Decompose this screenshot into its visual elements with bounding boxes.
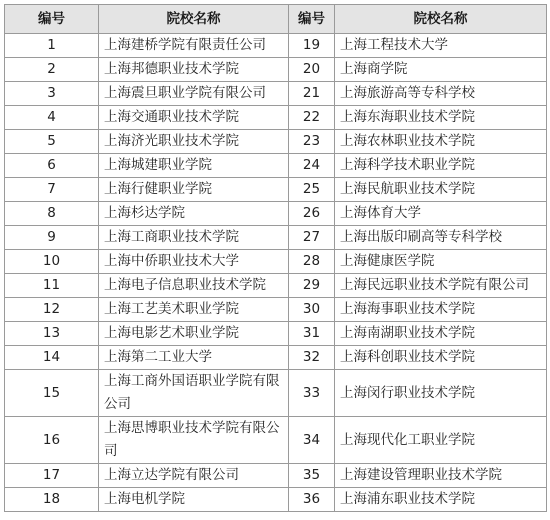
right-number-cell: 28 bbox=[289, 250, 335, 274]
right-number-cell: 31 bbox=[289, 322, 335, 346]
right-number-cell: 30 bbox=[289, 298, 335, 322]
left-school-name-cell: 上海中侨职业技术大学 bbox=[99, 250, 289, 274]
left-school-name-cell: 上海工艺美术职业学院 bbox=[99, 298, 289, 322]
right-number-cell: 26 bbox=[289, 202, 335, 226]
school-table bbox=[4, 4, 547, 512]
left-school-name-cell: 上海第二工业大学 bbox=[99, 346, 289, 370]
left-school-name-cell: 上海行健职业学院 bbox=[99, 178, 289, 202]
table-row bbox=[5, 298, 547, 322]
right-number-cell: 33 bbox=[289, 370, 335, 417]
right-school-name-cell: 上海浦东职业技术学院 bbox=[335, 488, 547, 512]
left-number-cell: 9 bbox=[5, 226, 99, 250]
left-number-cell: 2 bbox=[5, 58, 99, 82]
right-number-cell: 19 bbox=[289, 34, 335, 58]
left-school-name-cell: 上海建桥学院有限责任公司 bbox=[99, 34, 289, 58]
left-school-name-cell: 上海立达学院有限公司 bbox=[99, 464, 289, 488]
right-school-name-cell: 上海商学院 bbox=[335, 58, 547, 82]
left-school-name-cell: 上海城建职业学院 bbox=[99, 154, 289, 178]
right-number-cell: 24 bbox=[289, 154, 335, 178]
left-number-cell: 8 bbox=[5, 202, 99, 226]
left-school-name-cell: 上海济光职业技术学院 bbox=[99, 130, 289, 154]
left-school-name-cell: 上海电影艺术职业学院 bbox=[99, 322, 289, 346]
left-number-cell: 4 bbox=[5, 106, 99, 130]
left-number-cell: 17 bbox=[5, 464, 99, 488]
left-number-cell: 16 bbox=[5, 417, 99, 464]
header-number-right: 编号 bbox=[289, 5, 335, 34]
table-row bbox=[5, 106, 547, 130]
right-number-cell: 23 bbox=[289, 130, 335, 154]
left-school-name-cell: 上海邦德职业技术学院 bbox=[99, 58, 289, 82]
table-row bbox=[5, 370, 547, 417]
table-row bbox=[5, 34, 547, 58]
table-row bbox=[5, 226, 547, 250]
table-row bbox=[5, 464, 547, 488]
table-row bbox=[5, 488, 547, 512]
table-row bbox=[5, 178, 547, 202]
left-number-cell: 13 bbox=[5, 322, 99, 346]
right-school-name-cell: 上海农林职业技术学院 bbox=[335, 130, 547, 154]
header-row bbox=[5, 5, 547, 34]
table-row bbox=[5, 202, 547, 226]
left-number-cell: 18 bbox=[5, 488, 99, 512]
right-number-cell: 34 bbox=[289, 417, 335, 464]
header-school-name-left: 院校名称 bbox=[99, 5, 289, 34]
table-row bbox=[5, 130, 547, 154]
left-number-cell: 3 bbox=[5, 82, 99, 106]
school-list-document bbox=[4, 4, 546, 516]
right-number-cell: 20 bbox=[289, 58, 335, 82]
left-school-name-cell: 上海震旦职业学院有限公司 bbox=[99, 82, 289, 106]
right-school-name-cell: 上海民远职业技术学院有限公司 bbox=[335, 274, 547, 298]
left-number-cell: 5 bbox=[5, 130, 99, 154]
right-school-name-cell: 上海出版印刷高等专科学校 bbox=[335, 226, 547, 250]
left-number-cell: 7 bbox=[5, 178, 99, 202]
table-row bbox=[5, 58, 547, 82]
table-body bbox=[5, 34, 547, 512]
header-school-name-right: 院校名称 bbox=[335, 5, 547, 34]
table-header bbox=[5, 5, 547, 34]
right-school-name-cell: 上海建设管理职业技术学院 bbox=[335, 464, 547, 488]
right-school-name-cell: 上海工程技术大学 bbox=[335, 34, 547, 58]
right-school-name-cell: 上海体育大学 bbox=[335, 202, 547, 226]
right-school-name-cell: 上海科学技术职业学院 bbox=[335, 154, 547, 178]
left-school-name-cell: 上海电子信息职业技术学院 bbox=[99, 274, 289, 298]
right-number-cell: 29 bbox=[289, 274, 335, 298]
right-number-cell: 27 bbox=[289, 226, 335, 250]
right-number-cell: 32 bbox=[289, 346, 335, 370]
left-number-cell: 12 bbox=[5, 298, 99, 322]
right-number-cell: 22 bbox=[289, 106, 335, 130]
left-school-name-cell: 上海杉达学院 bbox=[99, 202, 289, 226]
left-number-cell: 10 bbox=[5, 250, 99, 274]
table-row bbox=[5, 346, 547, 370]
right-school-name-cell: 上海民航职业技术学院 bbox=[335, 178, 547, 202]
left-school-name-cell: 上海工商外国语职业学院有限公司 bbox=[99, 370, 289, 417]
right-number-cell: 36 bbox=[289, 488, 335, 512]
left-school-name-cell: 上海电机学院 bbox=[99, 488, 289, 512]
left-school-name-cell: 上海思博职业技术学院有限公司 bbox=[99, 417, 289, 464]
table-row bbox=[5, 417, 547, 464]
left-number-cell: 6 bbox=[5, 154, 99, 178]
left-number-cell: 15 bbox=[5, 370, 99, 417]
right-school-name-cell: 上海海事职业技术学院 bbox=[335, 298, 547, 322]
table-row bbox=[5, 322, 547, 346]
left-number-cell: 1 bbox=[5, 34, 99, 58]
right-school-name-cell: 上海旅游高等专科学校 bbox=[335, 82, 547, 106]
left-school-name-cell: 上海工商职业技术学院 bbox=[99, 226, 289, 250]
right-school-name-cell: 上海闵行职业技术学院 bbox=[335, 370, 547, 417]
right-school-name-cell: 上海南湖职业技术学院 bbox=[335, 322, 547, 346]
right-school-name-cell: 上海科创职业技术学院 bbox=[335, 346, 547, 370]
left-school-name-cell: 上海交通职业技术学院 bbox=[99, 106, 289, 130]
left-number-cell: 11 bbox=[5, 274, 99, 298]
left-number-cell: 14 bbox=[5, 346, 99, 370]
table-row bbox=[5, 250, 547, 274]
table-row bbox=[5, 274, 547, 298]
right-number-cell: 25 bbox=[289, 178, 335, 202]
header-number-left: 编号 bbox=[5, 5, 99, 34]
table-row bbox=[5, 154, 547, 178]
right-number-cell: 35 bbox=[289, 464, 335, 488]
table-row bbox=[5, 82, 547, 106]
right-school-name-cell: 上海现代化工职业学院 bbox=[335, 417, 547, 464]
right-number-cell: 21 bbox=[289, 82, 335, 106]
right-school-name-cell: 上海东海职业技术学院 bbox=[335, 106, 547, 130]
right-school-name-cell: 上海健康医学院 bbox=[335, 250, 547, 274]
